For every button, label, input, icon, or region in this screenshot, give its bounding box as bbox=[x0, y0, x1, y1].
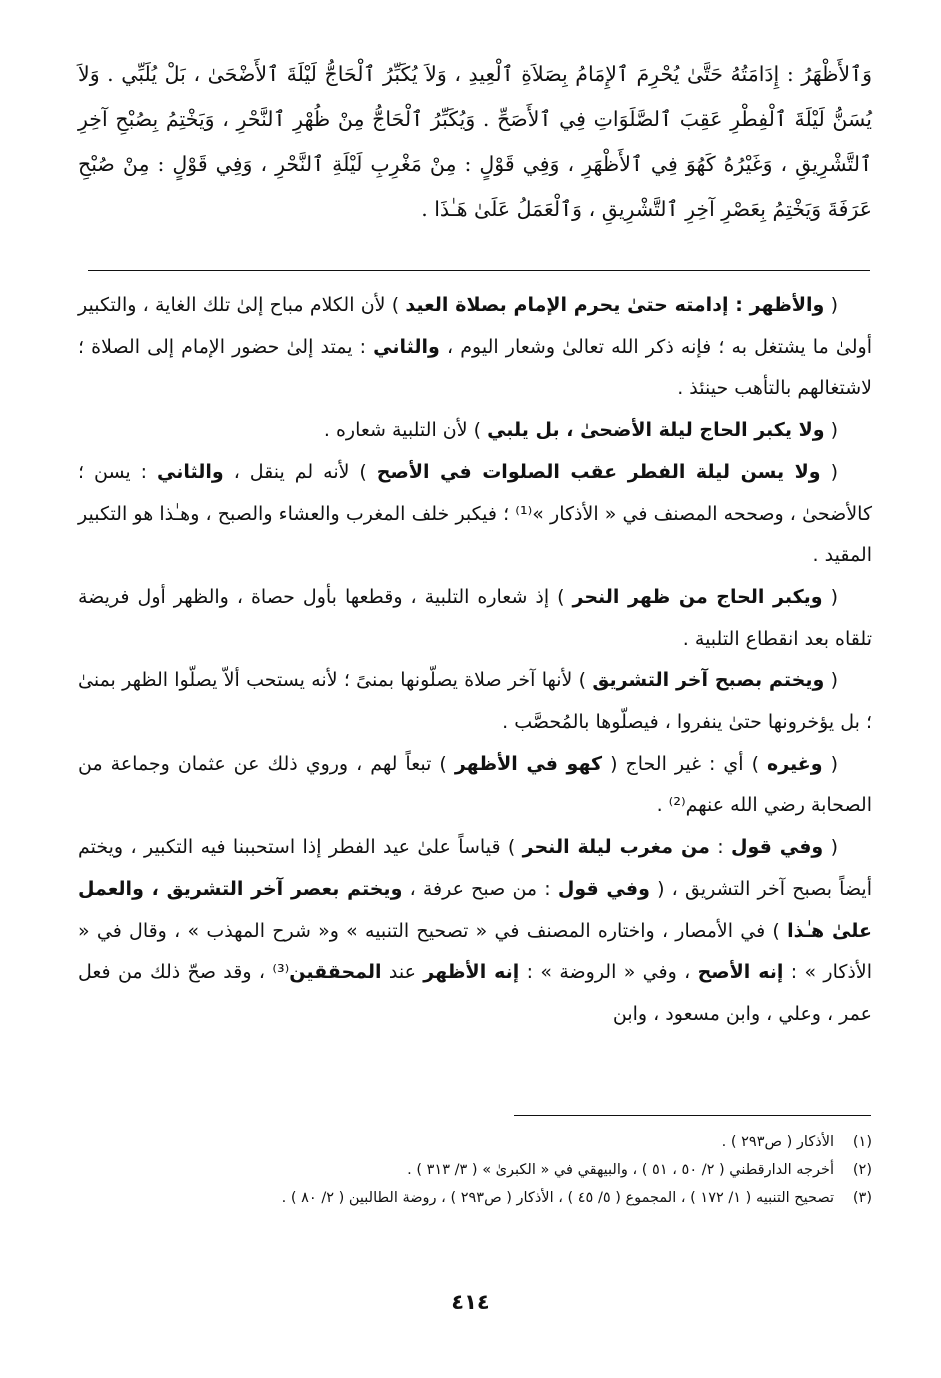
commentary-text: : bbox=[709, 836, 731, 859]
matn-quote: والثاني bbox=[157, 460, 224, 483]
matn-quote: ولا يسن ليلة الفطر عقب الصلوات في الأصح bbox=[376, 460, 821, 483]
commentary-text: ) تبعاً لهم ، وروي ذلك عن عثمان وجماعة من الصحابة رضي الله عنهم⁽²⁾ . bbox=[78, 752, 872, 817]
matn-quote: إنه الأظهر bbox=[423, 961, 520, 984]
matn-quote: ولا يكبر الحاج ليلة الأضحىٰ ، بل يلبي bbox=[487, 419, 825, 442]
commentary-paragraph bbox=[78, 285, 872, 410]
matn-quote: ويختم بعصر آخر التشريق ، والعمل علىٰ هـٰذا bbox=[78, 877, 872, 942]
commentary-text: ) لأن التلبية شعاره . bbox=[323, 419, 488, 442]
commentary-paragraph bbox=[78, 410, 872, 452]
main-text: وَٱلأَظْهَرُ : إِدَامَتُهُ حَتَّىٰ يُحْرِمَ ٱلإِمَامُ بِصَلاَةِ ٱلْعِيدِ ، وَلاَ يُكَبِّرُ ٱلْحَاجُّ لَيْلَةَ ٱلأَضْحَىٰ ، بَلْ يُلَبِّي . وَلاَ يُسَنُّ لَيْلَةَ ٱلْفِطْرِ عَقِبَ ٱلصَّلَوَاتِ فِي ٱلأَصَحِّ . وَيُكَبِّرُ ٱلْحَاجُّ مِنْ ظُهْرِ ٱلنَّحْرِ ، وَيَخْتِمُ بِصُبْحِ آخِرِ ٱلتَّشْرِيقِ ، وَغَيْرُهُ كَهُوَ فِي ٱلأَظْهَرِ ، وَفِي قَوْلٍ : مِنْ مَغْرِبِ لَيْلَةِ ٱلنَّحْرِ ، وَفِي قَوْلٍ : مِنْ صُبْحِ عَرَفَةَ وَيَخْتِمُ بِعَصْرِ آخِرِ ٱلتَّشْرِيقِ ، وَٱلْعَمَلُ عَلَىٰ هَـٰذَا . bbox=[78, 62, 872, 221]
commentary-text: ( bbox=[824, 294, 839, 316]
commentary-text: ) لأن الكلام مباح إلىٰ تلك الغاية ، والتكبير أولىٰ ما يشتغل به ؛ فإنه ذكر الله تعالىٰ وشعار اليوم ، bbox=[78, 294, 872, 358]
commentary-text: : يسن ؛ كالأضحىٰ ، وصححه المصنف في « الأذكار »⁽¹⁾ ؛ فيكبر خلف المغرب والعشاء والصبح ، وهـٰذا هو التكبير المقيد . bbox=[78, 460, 872, 567]
commentary-text: ( bbox=[822, 752, 839, 775]
matn-quote: والثاني bbox=[373, 335, 440, 358]
commentary-text: ) لأنه لم ينقل ، bbox=[223, 460, 377, 483]
commentary-text: : يمتد إلىٰ حضور الإمام إلى الصلاة ؛ لاشتغالهم بالتأهب حينئذ . bbox=[78, 335, 872, 400]
commentary-text: ) إذ شعاره التلبية ، وقطعها بأول حصاة ، والظهر أول فريضة تلقاه بعد انقطاع التلبية . bbox=[78, 585, 872, 650]
matn-quote: كهو في الأظهر bbox=[454, 752, 603, 775]
commentary-paragraph bbox=[78, 452, 872, 577]
commentary-text: ) قياساً علىٰ عيد الفطر إذا استحببنا فيه التكبير ، ويختم أيضاً بصبح آخر التشريق ، ( bbox=[78, 836, 872, 900]
commentary-paragraph bbox=[78, 744, 872, 827]
commentary-text: ) لأنها آخر صلاة يصلّونها بمنىً ؛ لأنه يستحب ألاّ يصلّوا الظهر بمنىٰ ؛ بل يؤخرونها حتىٰ ينفروا ، فيصلّوها بالمُحصَّب . bbox=[78, 669, 872, 734]
footnote-number: (٣) bbox=[852, 1190, 872, 1206]
matn-quote: وفي قول bbox=[557, 877, 650, 900]
commentary-paragraph bbox=[78, 660, 872, 743]
commentary-text: ⁽³⁾ ، وقد صحّ ذلك من فعل عمر ، وعلي ، وابن مسعود ، وابن bbox=[78, 961, 872, 1025]
footnote-text: الأذكار ( ص٢٩٣ ) . bbox=[721, 1134, 834, 1150]
matn-quote: من مغرب ليلة النحر bbox=[522, 836, 710, 859]
commentary-text: ( bbox=[823, 836, 839, 859]
footnote-number: (١) bbox=[852, 1134, 872, 1150]
footnote bbox=[80, 1158, 872, 1182]
footnote-text: أخرجه الدارقطني ( ٢/ ٥٠ ، ٥١ ) ، والبيهقي في « الكبرىٰ » ( ٣/ ٣١٣ ) . bbox=[407, 1162, 834, 1178]
footnote-text: تصحيح التنبيه ( ١/ ١٧٢ ) ، المجموع ( ٥/ ٤٥ ) ، الأذكار ( ص٢٩٣ ) ، روضة الطالبين ( ٢/ ٨٠ ) . bbox=[281, 1190, 834, 1206]
text-divider bbox=[88, 270, 870, 271]
commentary-text: ( bbox=[822, 585, 839, 608]
commentary-text: ( bbox=[824, 419, 838, 442]
commentary-paragraph bbox=[78, 827, 872, 1036]
footnote bbox=[80, 1186, 872, 1210]
footnote bbox=[80, 1130, 872, 1154]
commentary-text: عند bbox=[381, 961, 424, 984]
matn-quote: وفي قول bbox=[730, 836, 824, 859]
commentary-text: ، وفي « الروضة » : bbox=[519, 961, 698, 984]
commentary bbox=[78, 285, 872, 1036]
footnote-separator bbox=[514, 1115, 871, 1116]
page-number: ٤١٤ bbox=[451, 1290, 490, 1314]
commentary-text: ) في الأمصار ، واختاره المصنف في « تصحيح التنبيه » و« شرح المهذب » ، وقال في « الأذكار » : bbox=[78, 919, 872, 984]
commentary-text: ) أي : غير الحاج ( bbox=[602, 752, 767, 775]
matn-quote: والأظهر : إدامته حتىٰ يحرم الإمام بصلاة العيد bbox=[405, 294, 825, 316]
commentary-text: ( bbox=[824, 669, 838, 692]
footnote-number: (٢) bbox=[852, 1162, 872, 1178]
matn-quote: وغيره bbox=[767, 752, 823, 775]
matn-quote: المحققين bbox=[289, 961, 382, 984]
matn-quote: إنه الأصح bbox=[697, 961, 784, 984]
footnotes bbox=[80, 1130, 872, 1214]
commentary-paragraph bbox=[78, 577, 872, 660]
commentary-text: : من صبح عرفة ، bbox=[402, 877, 558, 900]
commentary-text: ( bbox=[820, 460, 838, 483]
matn-quote: ويكبر الحاج من ظهر النحر bbox=[572, 585, 823, 608]
matn-quote: ويختم بصبح آخر التشريق bbox=[592, 669, 825, 692]
